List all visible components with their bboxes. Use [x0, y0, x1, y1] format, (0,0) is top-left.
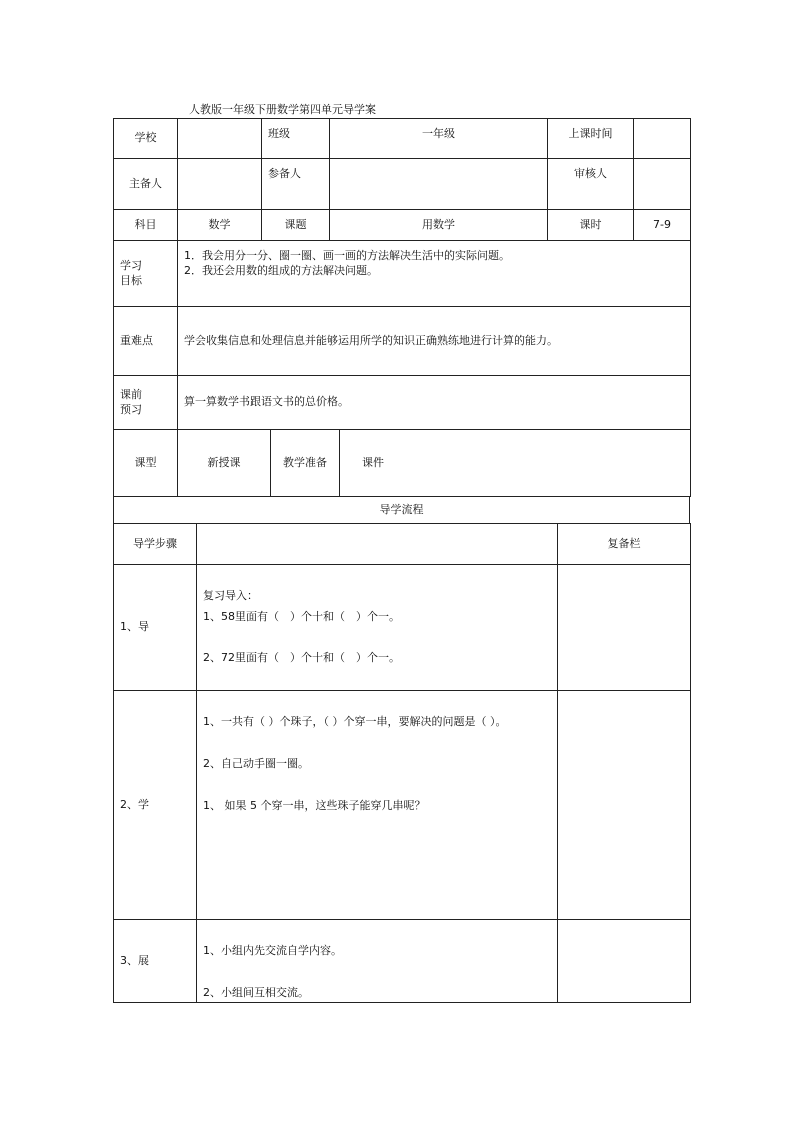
step-content[interactable]: [197, 565, 558, 691]
lesson-type-value[interactable]: 新授课: [178, 430, 271, 497]
subject-field[interactable]: 数学: [178, 210, 262, 241]
key-points-text[interactable]: 学会收集信息和处理信息并能够运用所学的知识正确熟练地进行计算的能力。: [178, 307, 691, 376]
step-name: 1、导: [114, 565, 197, 691]
step-line: 1、一共有（ ）个珠子，（ ）个穿一串，要解决的问题是（ ）。: [203, 715, 507, 728]
subject-label: 科目: [114, 210, 178, 241]
period-label: 课时: [548, 210, 634, 241]
review-cell[interactable]: [558, 565, 691, 691]
col-header-step: 导学步骤: [114, 524, 197, 565]
goals-label-line2: 目标: [120, 273, 142, 287]
goals-content[interactable]: [178, 241, 691, 307]
table-row: [114, 691, 691, 920]
step-line: 2、自己动手圈一圈。: [203, 756, 309, 770]
time-label: 上课时间: [548, 119, 634, 159]
step-line: 2、小组间互相交流。: [203, 985, 309, 999]
lead-field[interactable]: [178, 159, 262, 210]
step-name: 2、学: [114, 691, 197, 920]
step-line: 1、58里面有（ ）个十和（ ）个一。: [203, 610, 400, 624]
step-name: 3、展: [114, 920, 197, 1003]
reviewer-field[interactable]: [634, 159, 691, 210]
step-content[interactable]: [197, 691, 558, 920]
step-line: 2、72里面有（ ）个十和（ ）个一。: [203, 650, 400, 664]
document-title: 人教版一年级下册数学第四单元导学案: [189, 103, 376, 116]
objectives-table: [113, 240, 691, 430]
school-label: 学校: [114, 119, 178, 159]
lead-label: 主备人: [114, 159, 178, 210]
step-line: 复习导入：: [203, 589, 258, 603]
goal-item-1: 1．我会用分一分、圈一圈、画一画的方法解决生活中的实际问题。: [184, 249, 510, 262]
lesson-type-table: [113, 429, 691, 497]
step-line: 1、 如果 5 个穿一串，这些珠子能穿几串呢？: [203, 798, 426, 812]
flow-title: 导学流程: [114, 497, 690, 524]
topic-field[interactable]: 用数学: [330, 210, 548, 241]
step-content[interactable]: [197, 920, 558, 1003]
step-line: 1、小组内先交流自学内容。: [203, 944, 342, 957]
goal-item-2: 2．我还会用数的组成的方法解决问题。: [184, 263, 378, 277]
flow-steps-table: [113, 523, 691, 1003]
info-table: [113, 118, 691, 241]
preview-text[interactable]: 算一算数学书跟语文书的总价格。: [178, 376, 691, 430]
preview-label-line1: 课前: [120, 387, 142, 401]
participant-field[interactable]: [330, 159, 548, 210]
teaching-prep-label: 教学准备: [271, 430, 340, 497]
goals-label-line1: 学习: [120, 258, 142, 272]
key-points-label: 重难点: [114, 307, 178, 376]
lesson-type-label: 课型: [114, 430, 178, 497]
teaching-prep-value[interactable]: 课件: [340, 430, 691, 497]
school-field[interactable]: [178, 119, 262, 159]
flow-title-table: [113, 496, 690, 524]
review-cell[interactable]: [558, 691, 691, 920]
preview-label-line2: 预习: [120, 402, 142, 416]
topic-label: 课题: [262, 210, 330, 241]
review-cell[interactable]: [558, 920, 691, 1003]
table-row: [114, 565, 691, 691]
period-field[interactable]: 7-9: [634, 210, 691, 241]
col-header-review: 复备栏: [558, 524, 691, 565]
participant-label: 参备人: [262, 159, 330, 210]
table-row: [114, 920, 691, 1003]
col-header-content: [197, 524, 558, 565]
class-label: 班级: [262, 119, 330, 159]
goals-label: [114, 241, 178, 307]
time-field[interactable]: [634, 119, 691, 159]
reviewer-label: 审核人: [548, 159, 634, 210]
preview-label: [114, 376, 178, 430]
class-field[interactable]: 一年级: [330, 119, 548, 159]
